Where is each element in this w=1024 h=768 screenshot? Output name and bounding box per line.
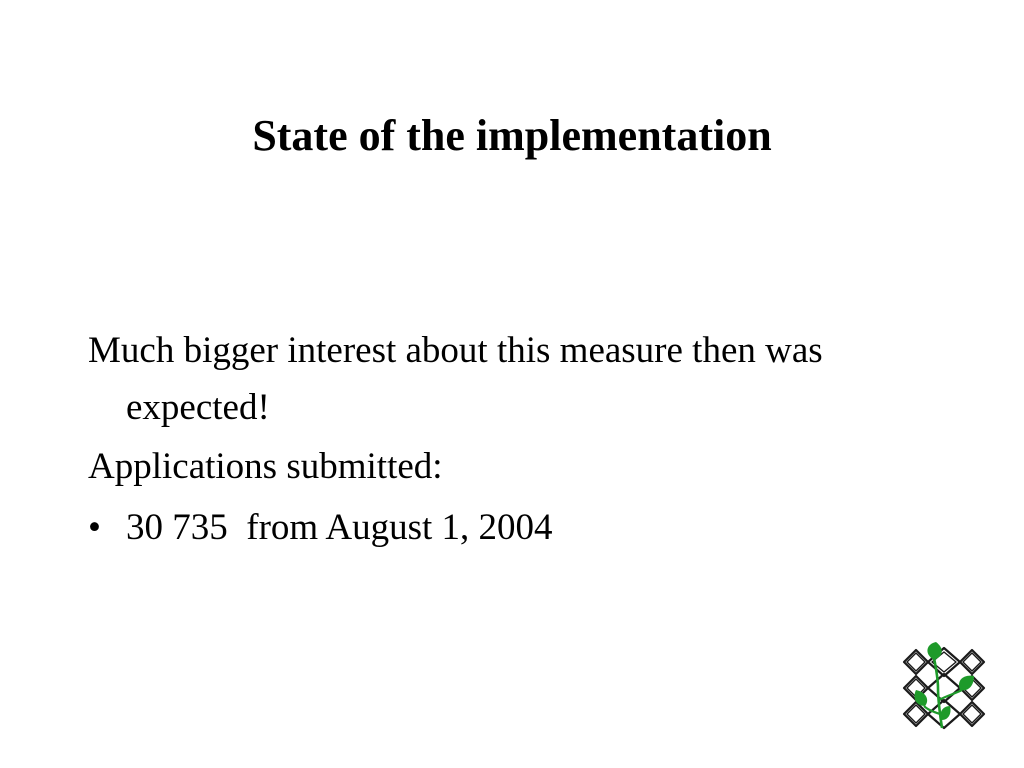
- body-paragraph: Much bigger interest about this measure then was expected!: [88, 330, 823, 428]
- body-paragraph: Applications submitted:: [88, 446, 443, 487]
- bullet-glyph: •: [88, 507, 101, 548]
- bullet-item: [88, 499, 948, 556]
- bullet-text: 30 735 from August 1, 2004: [126, 507, 553, 548]
- slide-body: [88, 322, 948, 556]
- slide-title: State of the implementation: [252, 111, 772, 160]
- leaf-sprout-logo-icon: [898, 640, 990, 732]
